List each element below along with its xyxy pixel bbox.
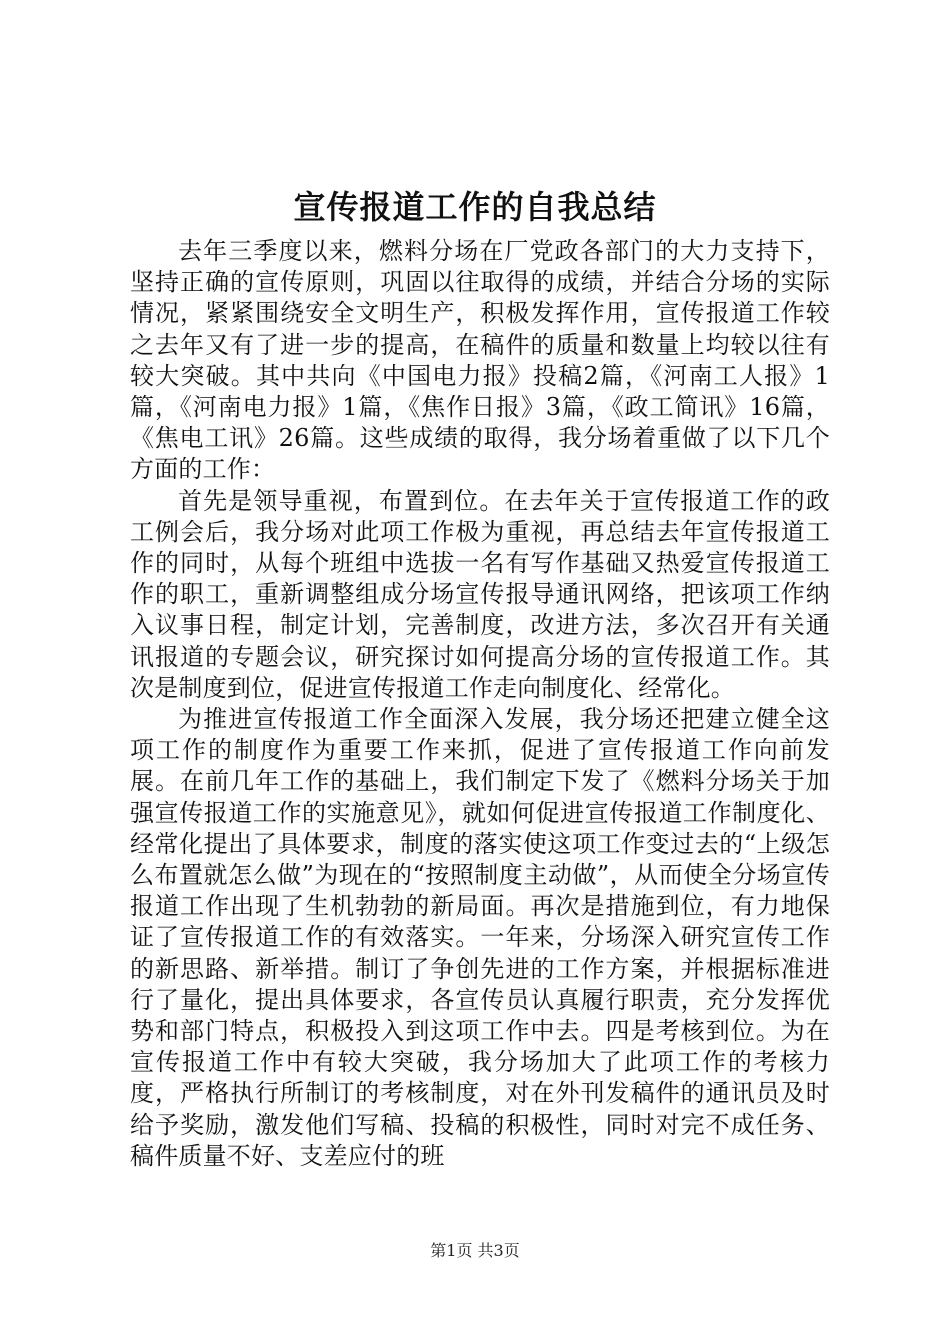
document-title: 宣传报道工作的自我总结 bbox=[293, 188, 657, 226]
paragraph-leadership: 首先是领导重视，布置到位。在去年关于宣传报道工作的政工例会后，我分场对此项工作极为重视，再总结去年宣传报道工作的同时，从每个班组中选拔一名有写作基础又热爱宣传报道工作的职工，重新调整组成分场宣传报导通讯网络，把该项工作纳入议事日程，制定计划，完善制度，改进方法，多次召开有关通讯报道的专题会议，研究探讨如何提高分场的宣传报道工作。其次是制度到位，促进宣传报道工作走向制度化、经常化。 bbox=[130, 486, 830, 702]
page-number-footer: 第1页 共3页 bbox=[430, 1241, 520, 1260]
paragraph-system: 为推进宣传报道工作全面深入发展，我分场还把建立健全这项工作的制度作为重要工作来抓，促进了宣传报道工作向前发展。在前几年工作的基础上，我们制定下发了《燃料分场关于加强宣传报道工作的实施意见》，就如何促进宣传报道工作制度化、经常化提出了具体要求，制度的落实使这项工作变过去的“上级怎么布置就怎么做”为现在的“按照制度主动做”，从而使全分场宣传报道工作出现了生机勃勃的新局面。再次是措施到位，有力地保证了宣传报道工作的有效落实。一年来，分场深入研究宣传工作的新思路、新举措。制订了争创先进的工作方案，并根据标准进行了量化，提出具体要求，各宣传员认真履行职责，充分发挥优势和部门特点，积极投入到这项工作中去。四是考核到位。为在宣传报道工作中有较大突破，我分场加大了此项工作的考核力度，严格执行所制订的考核制度，对在外刊发稿件的通讯员及时给予奖励，激发他们写稿、投稿的积极性，同时对完不成任务、稿件质量不好、支差应付的班 bbox=[130, 705, 830, 1170]
paragraph-intro: 去年三季度以来，燃料分场在厂党政各部门的大力支持下，坚持正确的宣传原则，巩固以往取得的成绩，并结合分场的实际情况，紧紧围绕安全文明生产，积极发挥作用，宣传报道工作较之去年又有了进一步的提高，在稿件的质量和数量上均较以往有较大突破。其中共向《中国电力报》投稿2篇，《河南工人报》1篇，《河南电力报》1篇，《焦作日报》3篇，《政工简讯》16篇，《焦电工讯》26篇。这些成绩的取得，我分场着重做了以下几个方面的工作： bbox=[130, 237, 830, 484]
document-body bbox=[130, 236, 830, 1172]
